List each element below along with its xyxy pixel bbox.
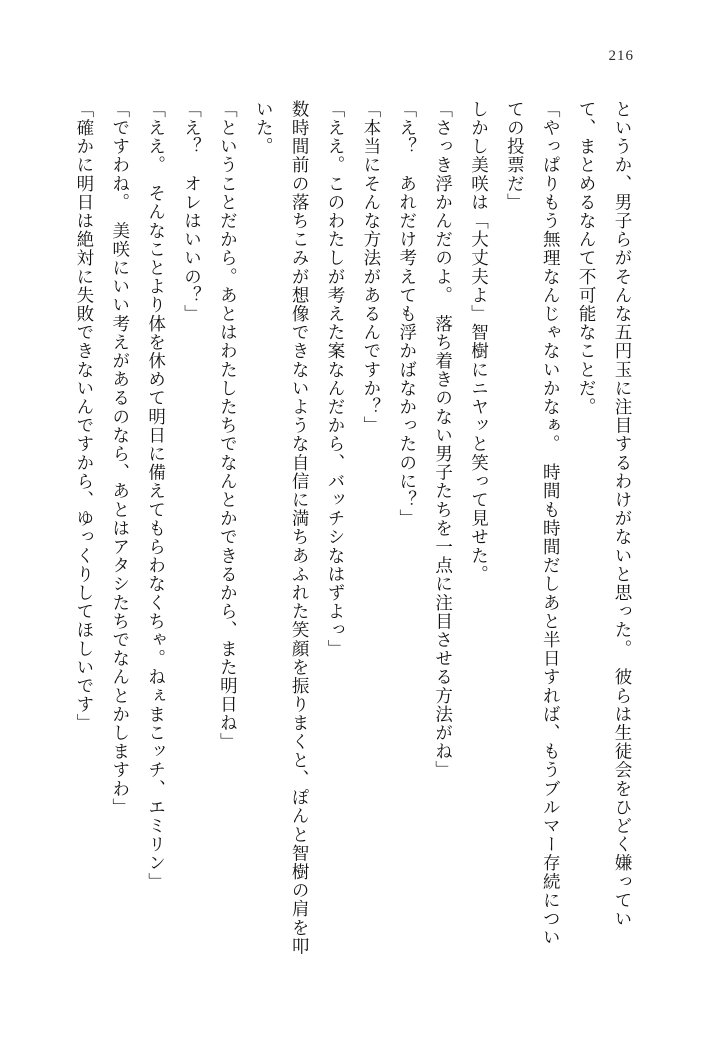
paragraph: 「え？ オレはいいの？」 — [182, 100, 203, 324]
paragraph: 数時間前の落ちこみが想像できないような自信に満ちあふれた笑顔を振りまくと、ぽんと智樹の肩を叩いた。 — [254, 100, 311, 956]
paragraph: 「ということだから。あとはわたしたちでなんとかできるから、また明日ね」 — [218, 100, 239, 751]
paragraph: 「え？ あれだけ考えても浮かばなかったのに？」 — [397, 100, 418, 528]
paragraph: 「本当にそんな方法があるんですか？」 — [361, 100, 382, 435]
page-number: 216 — [608, 48, 634, 64]
paragraph: 「さっき浮かんだのよ。 落ち着きのない男子たちを一点に注目させる方法がね」 — [433, 100, 454, 780]
paragraph: 「確かに明日は絶対に失敗できないんですから、ゆっくりしてほしいです」 — [74, 100, 95, 733]
paragraph: しかし美咲は「大丈夫よ」智樹にニヤッと笑って見せた。 — [469, 100, 490, 584]
paragraph: 「ええ。 そんなことより体を休めて明日に備えてもらわなくちゃ。ねぇまこッチ、エミリン」 — [146, 100, 167, 892]
paragraph: 「ですわね。 美咲にいい考えがあるのなら、あとはアタシたちでなんとかしますわ」 — [110, 100, 131, 817]
paragraph: というか、男子らがそんな五円玉に注目するわけがないと思った。 彼らは生徒会をひどく嫌っていて、まとめるなんて不可能なことだ。 — [577, 100, 633, 929]
page-text-body — [70, 100, 640, 960]
paragraph: 「やっぱりもう無理なんじゃないかなぁ。 時間も時間だしあと半日すれば、もうブルマー存続についての投票だ」 — [505, 100, 562, 947]
paragraph: 「ええ。このわたしが考えた案なんだから、バッチシなはずよっ」 — [326, 100, 346, 658]
